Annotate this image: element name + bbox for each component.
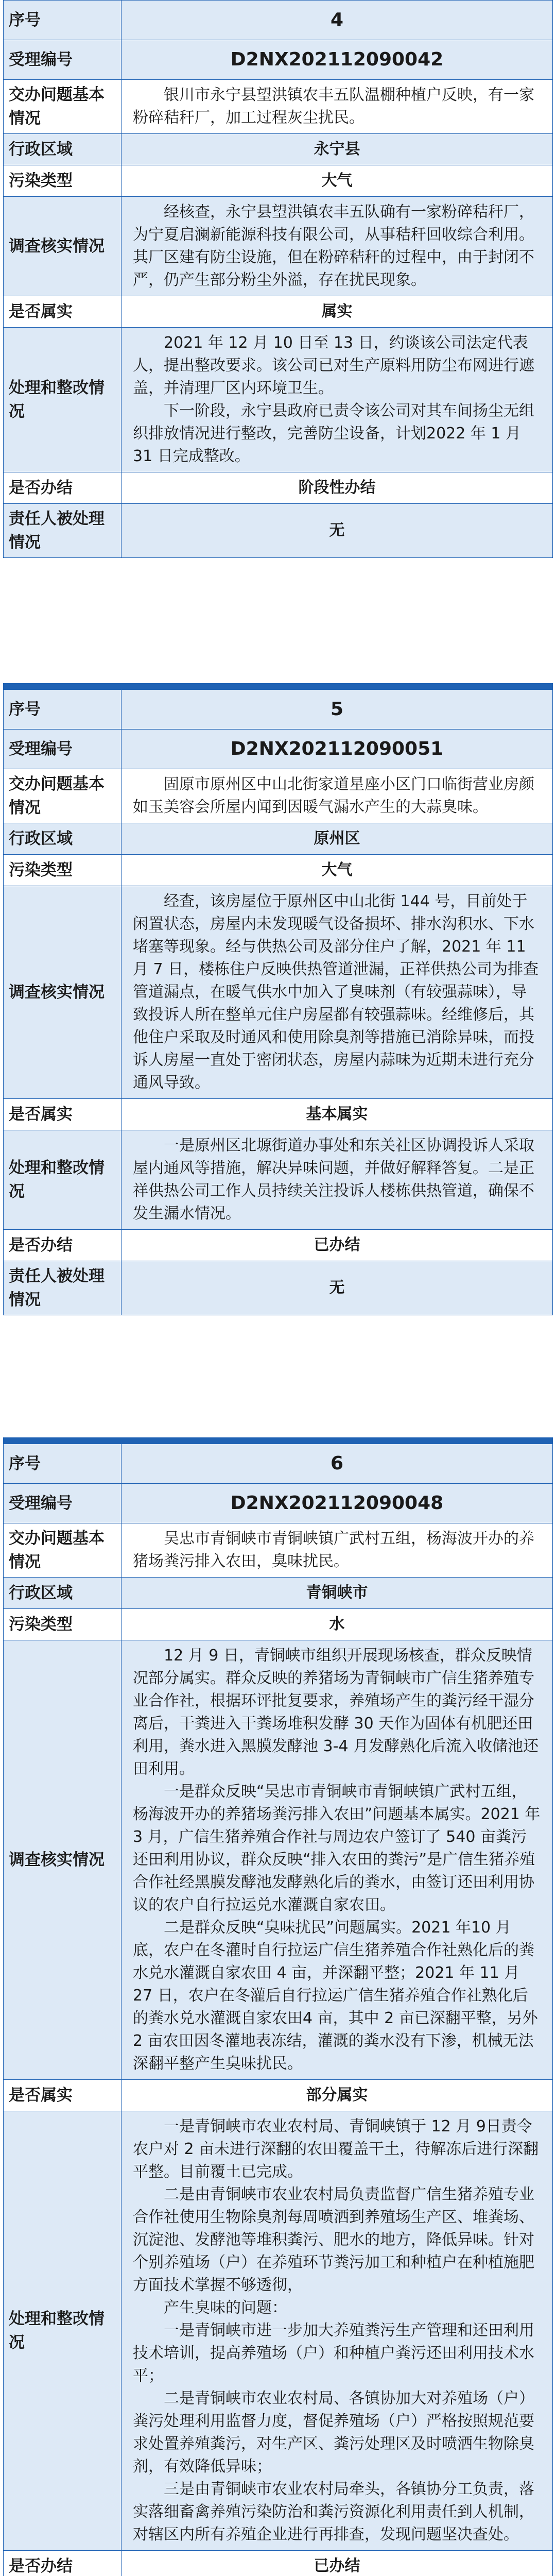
label-type: 污染类型 [4, 855, 121, 886]
label-type: 污染类型 [4, 165, 121, 197]
card-top-bar [3, 683, 553, 689]
region-value: 永宁县 [121, 134, 553, 165]
investigation-paragraph: 经查，该房屋位于原州区中山北街 144 号，目前处于闲置状态，房屋内未发现暖气设备损坏、排水沟积水、下水堵塞等现象。经与供热公司及部分住户了解，2021 年 11 月 7 日，楼栋住户反映供热管道泄漏，正祥供热公司为排查管道漏点，在暖气供水中加入了臭味剂（有较强蒜味），导致投诉人所在整单元住户房屋都有较强蒜味。经维修后，其他住户采取及时通风和使用除臭剂等措施已消除异味，而投诉人房屋一直处于密闭状态，房屋内蒜味为近期未进行充分通风导致。 [133, 892, 539, 1092]
label-problem: 交办问题基本情况 [4, 769, 121, 823]
closed-value: 已办结 [121, 1230, 553, 1261]
case-number: 5 [121, 690, 553, 730]
label-investigation: 调查核实情况 [4, 1640, 121, 2080]
label-problem: 交办问题基本情况 [4, 80, 121, 134]
handling-paragraph: 三是由青铜峡市农业农村局牵头，各镇协分工负责，落实落细畜禽养殖污染防治和粪污资源化利用责任到人机制，对辖区内所有养殖企业进行再排查，发现问题坚决查处。 [133, 2480, 534, 2544]
case-number: 4 [121, 1, 553, 40]
label-verified: 是否属实 [4, 1099, 121, 1130]
case-code: D2NX202112090042 [121, 40, 553, 80]
label-handling: 处理和整改情况 [4, 2111, 121, 2551]
problem-text [121, 80, 553, 134]
case-table-4 [3, 0, 553, 558]
case-table-6 [3, 1444, 553, 2576]
handling-paragraph: 下一阶段，永宁县政府已责令该公司对其车间扬尘无组织排放情况进行整改，完善防尘设备，计划2022 年 1 月 31 日完成整改。 [133, 402, 534, 465]
investigation-paragraph: 二是群众反映“臭味扰民”问题属实。2021 年10 月底，农户在冬灌时自行拉运广信生猪养殖合作社熟化后的粪水兑水灌溉自家农田 4 亩，并深翻平整；2021 年 11 月 27 日，农户在冬灌后自行拉运广信生猪养殖合作社熟化后的粪水兑水灌溉自家农田4 亩，其中 2 亩已深翻平整，另外 2 亩农田因冬灌地表冻结，灌溉的粪水没有下渗，机械无法深翻平整产生臭味扰民。 [133, 1919, 538, 2073]
problem-text [121, 1523, 553, 1578]
label-code: 受理编号 [4, 40, 121, 80]
problem-paragraph: 固原市原州区中山北街家道星座小区门口临街营业房颜如玉美容会所屋内闻到因暖气漏水产生的大蒜臭味。 [133, 775, 534, 816]
label-no: 序号 [4, 690, 121, 730]
case-card-5 [3, 683, 553, 1315]
label-accountability: 责任人被处理情况 [4, 504, 121, 558]
label-type: 污染类型 [4, 1609, 121, 1640]
label-investigation: 调查核实情况 [4, 197, 121, 296]
investigation-text [121, 886, 553, 1099]
handling-paragraph: 二是青铜峡市农业农村局、各镇协加大对养殖场（户）粪污处理利用监督力度，督促养殖场（户）严格按照规范要求处置养殖粪污，对生产区、粪污处理区及时喷洒生物除臭剂，有效降低异味； [133, 2389, 534, 2476]
label-no: 序号 [4, 1, 121, 40]
case-number: 6 [121, 1444, 553, 1484]
card-top-bar [3, 1437, 553, 1444]
case-card-6 [3, 1437, 553, 2576]
pollution-type-value: 大气 [121, 165, 553, 197]
label-no: 序号 [4, 1444, 121, 1484]
problem-paragraph: 吴忠市青铜峡市青铜峡镇广武村五组，杨海波开办的养猪场粪污排入农田，臭味扰民。 [133, 1530, 534, 1570]
investigation-text [121, 197, 553, 296]
handling-paragraph: 一是青铜峡市农业农村局、青铜峡镇于 12 月 9日责令农户对 2 亩未进行深翻的农田覆盖干土，待解冻后进行深翻平整。目前覆土已完成。 [133, 2117, 539, 2181]
case-code: D2NX202112090051 [121, 730, 553, 769]
label-closed: 是否办结 [4, 472, 121, 504]
handling-paragraph: 二是由青铜峡市农业农村局负责监督广信生猪养殖专业合作社使用生物除臭剂每周喷洒到养殖场生产区、堆粪场、沉淀池、发酵池等堆积粪污、肥水的地方，降低异味。针对个别养殖场（户）在养殖环节粪污加工和种植户在种植施肥方面技术掌握不够透彻， [133, 2185, 534, 2294]
label-verified: 是否属实 [4, 2080, 121, 2111]
label-handling: 处理和整改情况 [4, 1130, 121, 1230]
problem-text [121, 769, 553, 823]
investigation-paragraph: 一是群众反映“吴忠市青铜峡市青铜峡镇广武村五组，杨海波开办的养猪场粪污排入农田”问题基本属实。2021 年 3 月，广信生猪养殖合作社与周边农户签订了 540 亩粪污还田利用协议，群众反映“排入农田的粪污”是广信生猪养殖合作社经黑膜发酵池发酵熟化后的粪水，由签订还田利用协议的农户自行拉运兑水灌溉自家农田。 [133, 1783, 541, 1914]
label-code: 受理编号 [4, 730, 121, 769]
label-closed: 是否办结 [4, 2551, 121, 2576]
case-code: D2NX202112090048 [121, 1484, 553, 1523]
handling-text [121, 2111, 553, 2551]
handling-text [121, 328, 553, 472]
label-region: 行政区域 [4, 1578, 121, 1609]
label-accountability: 责任人被处理情况 [4, 1261, 121, 1315]
investigation-paragraph: 经核查，永宁县望洪镇农丰五队确有一家粉碎秸秆厂，为宁夏启澜新能源科技有限公司，从事秸秆回收综合利用。其厂区建有防尘设施，但在粉碎秸秆的过程中，由于封闭不严，仍产生部分粉尘外溢，存在扰民现象。 [133, 203, 534, 289]
pollution-type-value: 大气 [121, 855, 553, 886]
label-verified: 是否属实 [4, 296, 121, 328]
pollution-type-value: 水 [121, 1609, 553, 1640]
label-problem: 交办问题基本情况 [4, 1523, 121, 1578]
verified-value: 部分属实 [121, 2080, 553, 2111]
problem-paragraph: 银川市永宁县望洪镇农丰五队温棚种植户反映，有一家粉碎秸秆厂，加工过程灰尘扰民。 [133, 86, 534, 127]
verified-value: 属实 [121, 296, 553, 328]
label-region: 行政区域 [4, 823, 121, 855]
region-value: 原州区 [121, 823, 553, 855]
closed-value: 已办结 [121, 2551, 553, 2576]
label-code: 受理编号 [4, 1484, 121, 1523]
closed-value: 阶段性办结 [121, 472, 553, 504]
case-card-4 [3, 0, 553, 558]
label-handling: 处理和整改情况 [4, 328, 121, 472]
accountability-value: 无 [121, 504, 553, 558]
region-value: 青铜峡市 [121, 1578, 553, 1609]
accountability-value: 无 [121, 1261, 553, 1315]
handling-paragraph: 一是原州区北塬街道办事处和东关社区协调投诉人采取屋内通风等措施，解决异味问题，并做好解释答复。二是正祥供热公司工作人员持续关注投诉人楼栋供热管道，确保不发生漏水情况。 [133, 1137, 534, 1223]
case-table-5 [3, 689, 553, 1315]
handling-paragraph: 2021 年 12 月 10 日至 13 日，约谈该公司法定代表人，提出整改要求。该公司已对生产原料用防尘布网进行遮盖，并清理厂区内环境卫生。 [133, 334, 534, 397]
investigation-text [121, 1640, 553, 2080]
investigation-paragraph: 12 月 9 日，青铜峡市组织开展现场核查，群众反映情况部分属实。群众反映的养猪场为青铜峡市广信生猪养殖专业合作社，根据环评批复要求，养殖场产生的粪污经干湿分离后，干粪进入干粪场堆积发酵 30 天作为固体有机肥还田利用，粪水进入黑膜发酵池 3-4 月发酵熟化后流入收储池还田利用。 [133, 1647, 539, 1778]
handling-paragraph: 产生臭味的问题： [164, 2299, 287, 2317]
handling-text [121, 1130, 553, 1230]
label-region: 行政区域 [4, 134, 121, 165]
label-closed: 是否办结 [4, 1230, 121, 1261]
handling-paragraph: 一是青铜峡市进一步加大养殖粪污生产管理和还田利用技术培训，提高养殖场（户）和种植户粪污还田利用技术水平； [133, 2321, 534, 2385]
label-investigation: 调查核实情况 [4, 886, 121, 1099]
verified-value: 基本属实 [121, 1099, 553, 1130]
